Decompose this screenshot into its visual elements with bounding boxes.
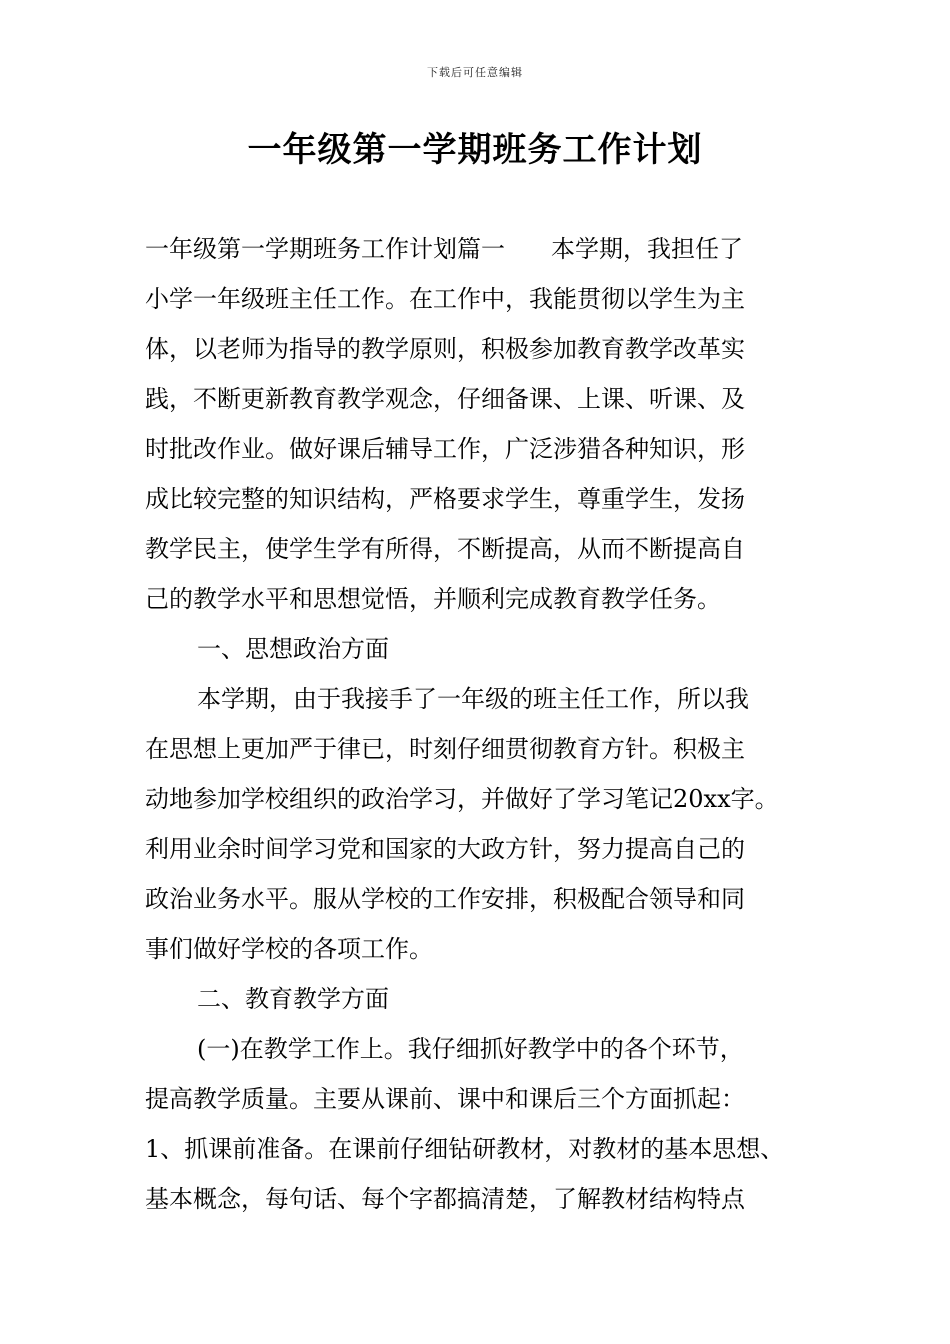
- paragraph-line: 政治业务水平。服从学校的工作安排，积极配合领导和同: [145, 885, 745, 913]
- section-heading: 一、思想政治方面: [197, 635, 389, 663]
- paragraph-line: 1、抓课前准备。在课前仔细钻研教材，对教材的基本思想、: [145, 1135, 785, 1163]
- paragraph-line: 基本概念，每句话、每个字都搞清楚，了解教材结构特点: [145, 1185, 745, 1213]
- paragraph-line: 小学一年级班主任工作。在工作中，我能贯彻以学生为主: [145, 285, 745, 313]
- paragraph-line: 时批改作业。做好课后辅导工作，广泛涉猎各种知识，形: [145, 435, 745, 463]
- paragraph-line: 本学期，由于我接手了一年级的班主任工作，所以我: [197, 685, 749, 713]
- paragraph-line: 体，以老师为指导的教学原则，积极参加教育教学改革实: [145, 335, 745, 363]
- paragraph-line: 践，不断更新教育教学观念，仔细备课、上课、听课、及: [145, 385, 745, 413]
- page-header-note: 下载后可任意编辑: [427, 66, 523, 79]
- paragraph-line: [145, 224, 835, 274]
- section-heading: 一年级第一学期班务工作计划篇一: [145, 235, 505, 263]
- paragraph-line: 提高教学质量。主要从课前、课中和课后三个方面抓起：: [145, 1085, 745, 1113]
- paragraph-line: 己的教学水平和思想觉悟，并顺利完成教育教学任务。: [145, 585, 721, 613]
- paragraph-line: 成比较完整的知识结构，严格要求学生，尊重学生，发扬: [145, 485, 745, 513]
- paragraph-line: 动地参加学校组织的政治学习，并做好了学习笔记20xx字。: [145, 785, 779, 813]
- document-title: 一年级第一学期班务工作计划: [247, 130, 703, 170]
- paragraph-line: 事们做好学校的各项工作。: [145, 935, 433, 963]
- paragraph-line: 教学民主，使学生学有所得，不断提高，从而不断提高自: [145, 535, 745, 563]
- paragraph-text: 本学期，我担任了: [551, 235, 743, 263]
- paragraph-line: 在思想上更加严于律已，时刻仔细贯彻教育方针。积极主: [145, 735, 745, 763]
- section-heading: 二、教育教学方面: [197, 985, 389, 1013]
- document-body: [145, 224, 835, 1224]
- paragraph-line: (一)在教学工作上。我仔细抓好教学中的各个环节，: [197, 1035, 744, 1063]
- paragraph-line: 利用业余时间学习党和国家的大政方针，努力提高自己的: [145, 835, 745, 863]
